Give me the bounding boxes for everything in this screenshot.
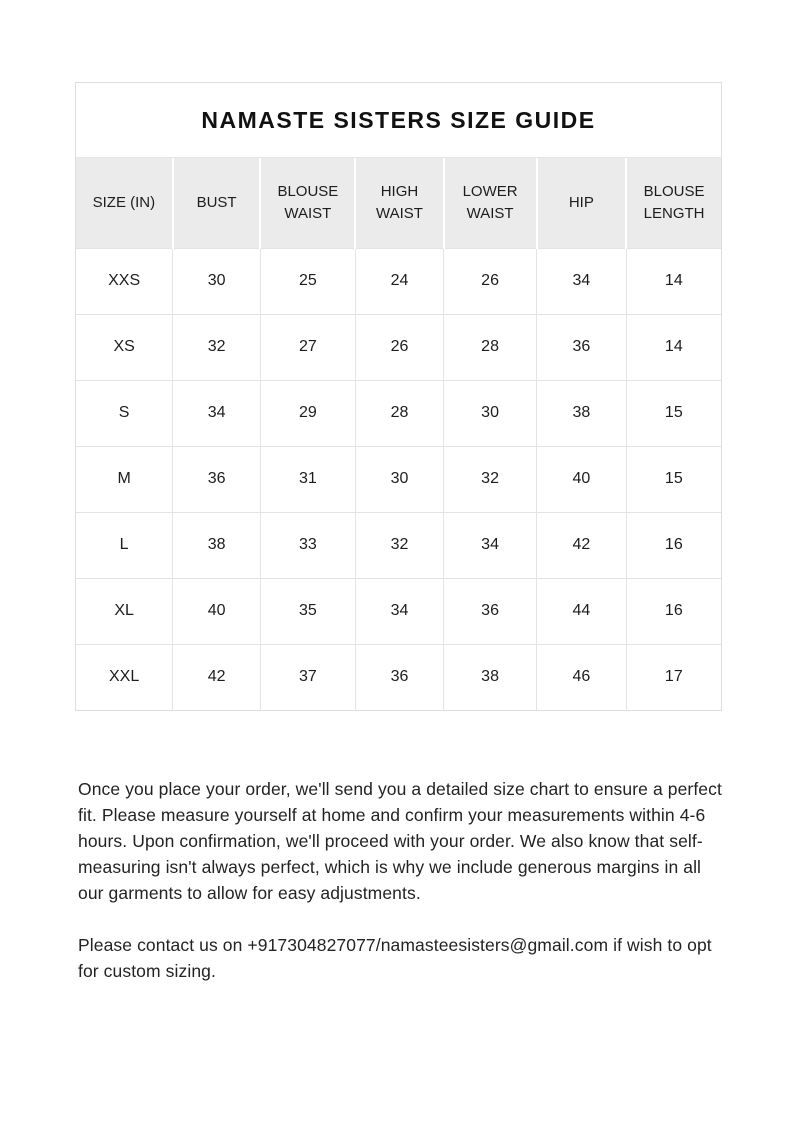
measurement-cell: 40 (537, 446, 627, 512)
measurement-cell: 25 (260, 248, 355, 314)
measurement-cell: 32 (355, 512, 443, 578)
measurement-cell: 26 (444, 248, 537, 314)
size-table-body (76, 248, 721, 710)
measurement-cell: 34 (173, 380, 261, 446)
measurement-cell: 46 (537, 644, 627, 710)
table-row (76, 644, 721, 710)
column-header: LOWER WAIST (444, 158, 537, 248)
table-row (76, 578, 721, 644)
column-header: BUST (173, 158, 261, 248)
measurement-cell: 24 (355, 248, 443, 314)
table-row (76, 314, 721, 380)
measurement-cell: 15 (626, 446, 721, 512)
measurement-cell: 29 (260, 380, 355, 446)
size-label-cell: M (76, 446, 173, 512)
measurement-cell: 38 (537, 380, 627, 446)
measurement-cell: 32 (173, 314, 261, 380)
order-notes (78, 776, 726, 984)
size-label-cell: S (76, 380, 173, 446)
measurement-cell: 28 (444, 314, 537, 380)
page-title: NAMASTE SISTERS SIZE GUIDE (76, 83, 721, 158)
column-header: SIZE (IN) (76, 158, 173, 248)
contact-info-paragraph: Please contact us on +917304827077/namasteesisters@gmail.com if wish to opt for custom sizing. (78, 935, 712, 981)
measurement-cell: 36 (537, 314, 627, 380)
size-guide-card (75, 82, 722, 711)
measurement-cell: 16 (626, 578, 721, 644)
measurement-cell: 14 (626, 248, 721, 314)
measurement-cell: 35 (260, 578, 355, 644)
measurement-cell: 14 (626, 314, 721, 380)
table-row (76, 446, 721, 512)
table-row (76, 248, 721, 314)
measurement-cell: 38 (173, 512, 261, 578)
column-header: HIP (537, 158, 627, 248)
measurement-cell: 30 (173, 248, 261, 314)
measurement-cell: 27 (260, 314, 355, 380)
measurement-cell: 31 (260, 446, 355, 512)
column-header: BLOUSE LENGTH (626, 158, 721, 248)
column-header: BLOUSE WAIST (260, 158, 355, 248)
order-instructions-paragraph: Once you place your order, we'll send you a detailed size chart to ensure a perfect fit. Please measure yourself at home and confirm your measurements within 4-6 hours. Upon confirmation, we'll proceed with your order. We also know that self-measuring isn't always perfect, which is why we include generous margins in all our garments to allow for easy adjustments. (78, 779, 722, 903)
measurement-cell: 36 (173, 446, 261, 512)
measurement-cell: 30 (444, 380, 537, 446)
measurement-cell: 30 (355, 446, 443, 512)
table-row (76, 380, 721, 446)
measurement-cell: 42 (173, 644, 261, 710)
measurement-cell: 32 (444, 446, 537, 512)
measurement-cell: 26 (355, 314, 443, 380)
table-row (76, 512, 721, 578)
measurement-cell: 44 (537, 578, 627, 644)
size-table-header-row (76, 158, 721, 248)
size-table (76, 158, 721, 710)
measurement-cell: 40 (173, 578, 261, 644)
measurement-cell: 33 (260, 512, 355, 578)
measurement-cell: 37 (260, 644, 355, 710)
measurement-cell: 38 (444, 644, 537, 710)
size-label-cell: XL (76, 578, 173, 644)
measurement-cell: 42 (537, 512, 627, 578)
measurement-cell: 34 (537, 248, 627, 314)
size-label-cell: L (76, 512, 173, 578)
size-label-cell: XXS (76, 248, 173, 314)
measurement-cell: 17 (626, 644, 721, 710)
measurement-cell: 28 (355, 380, 443, 446)
column-header: HIGH WAIST (355, 158, 443, 248)
measurement-cell: 34 (355, 578, 443, 644)
measurement-cell: 16 (626, 512, 721, 578)
size-label-cell: XXL (76, 644, 173, 710)
measurement-cell: 15 (626, 380, 721, 446)
measurement-cell: 36 (444, 578, 537, 644)
measurement-cell: 36 (355, 644, 443, 710)
size-label-cell: XS (76, 314, 173, 380)
measurement-cell: 34 (444, 512, 537, 578)
